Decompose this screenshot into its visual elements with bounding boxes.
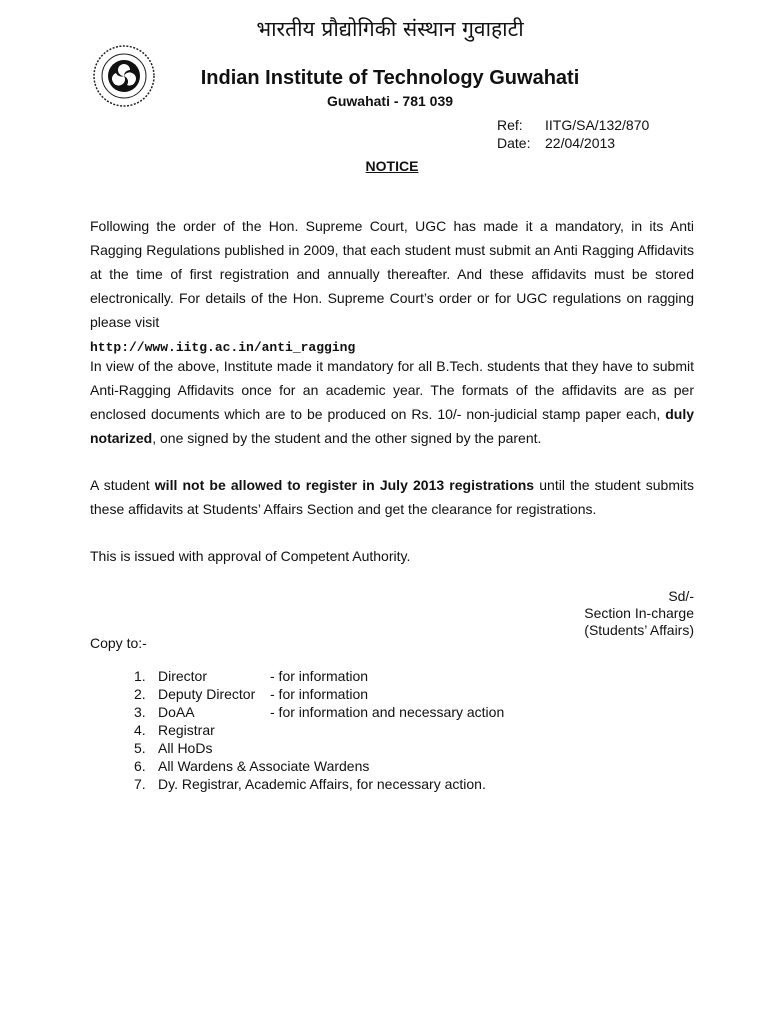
list-item-recipient: Deputy Director	[158, 686, 256, 702]
paragraph-1	[90, 214, 694, 360]
paragraph-2-text-a: In view of the above, Institute made it mandatory for all B.Tech. students that they have to submit Anti-Ragging Affidavits once for an academic year. The formats of the affidavits are as per enclosed documents which are to be produced on Rs. 10/- non-judicial stamp paper each,	[90, 358, 694, 422]
list-item	[134, 721, 504, 739]
list-item-number: 2.	[134, 686, 146, 702]
paragraph-3-text-b: until the student submits these affidavits at Students’ Affairs Section and get the clearance for registrations.	[90, 477, 694, 517]
list-item	[134, 685, 504, 703]
list-item	[134, 667, 504, 685]
list-item-recipient: Director	[158, 668, 208, 684]
ref-value: IITG/SA/132/870	[545, 117, 650, 133]
list-item	[134, 757, 504, 775]
paragraph-1-text: Following the order of the Hon. Supreme Court, UGC has made it a mandatory, in its Anti Ragging Regulations published in 2009, that each student must submit an Anti Ragging Affidavits at the time of first registration and annually thereafter. And these affidavits must be stored electronically. For details of the Hon. Supreme Court’s order or for UGC regulations on ragging please visit	[90, 218, 694, 330]
list-item-recipient: Registrar	[158, 722, 215, 738]
signature-section: (Students’ Affairs)	[584, 622, 694, 638]
list-item-number: 7.	[134, 776, 146, 792]
iitg-logo-icon	[92, 44, 156, 108]
notice-title: NOTICE	[365, 158, 419, 174]
list-item-number: 4.	[134, 722, 146, 738]
duly-notarized-text: duly notarized	[90, 406, 694, 446]
paragraph-2-text-b: , one signed by the student and the other signed by the parent.	[152, 430, 542, 446]
list-item-number: 6.	[134, 758, 146, 774]
paragraph-2	[90, 354, 694, 450]
list-item	[134, 703, 504, 721]
hindi-institute-title: भारतीय प्रौद्योगिकी संस्थान गुवाहाटी	[256, 17, 524, 41]
list-item-recipient: Dy. Registrar, Academic Affairs, for necessary action.	[158, 776, 486, 792]
list-item-recipient: DoAA	[158, 704, 195, 720]
signature-sd: Sd/-	[668, 588, 694, 604]
list-item-purpose: - for information and necessary action	[270, 704, 505, 720]
list-item-purpose: - for information	[270, 686, 369, 702]
paragraph-4: This is issued with approval of Competent Authority.	[90, 548, 411, 564]
institute-city: Guwahati - 781 039	[326, 93, 454, 109]
copy-to-label: Copy to:-	[90, 635, 147, 651]
date-value: 22/04/2013	[545, 135, 616, 151]
list-item-number: 5.	[134, 740, 146, 756]
list-item-purpose: - for information	[270, 668, 369, 684]
paragraph-3-text-a: A student	[90, 477, 150, 493]
date-label: Date:	[497, 135, 531, 151]
signature-block	[584, 588, 694, 639]
institute-name: Indian Institute of Technology Guwahati	[200, 67, 580, 89]
registration-warning: will not be allowed to register in July 2013 registrations	[154, 477, 535, 493]
list-item	[134, 775, 504, 793]
paragraph-3	[90, 473, 694, 521]
list-item	[134, 739, 504, 757]
list-item-recipient: All HoDs	[158, 740, 213, 756]
list-item-number: 3.	[134, 704, 146, 720]
copy-to-list	[134, 667, 504, 793]
reference-block	[497, 116, 649, 152]
list-item-number: 1.	[134, 668, 146, 684]
anti-ragging-link[interactable]: http://www.iitg.ac.in/anti_ragging	[90, 340, 356, 355]
list-item-recipient: All Wardens & Associate Wardens	[158, 758, 370, 774]
ref-label: Ref:	[497, 117, 523, 133]
signature-designation: Section In-charge	[584, 605, 694, 621]
